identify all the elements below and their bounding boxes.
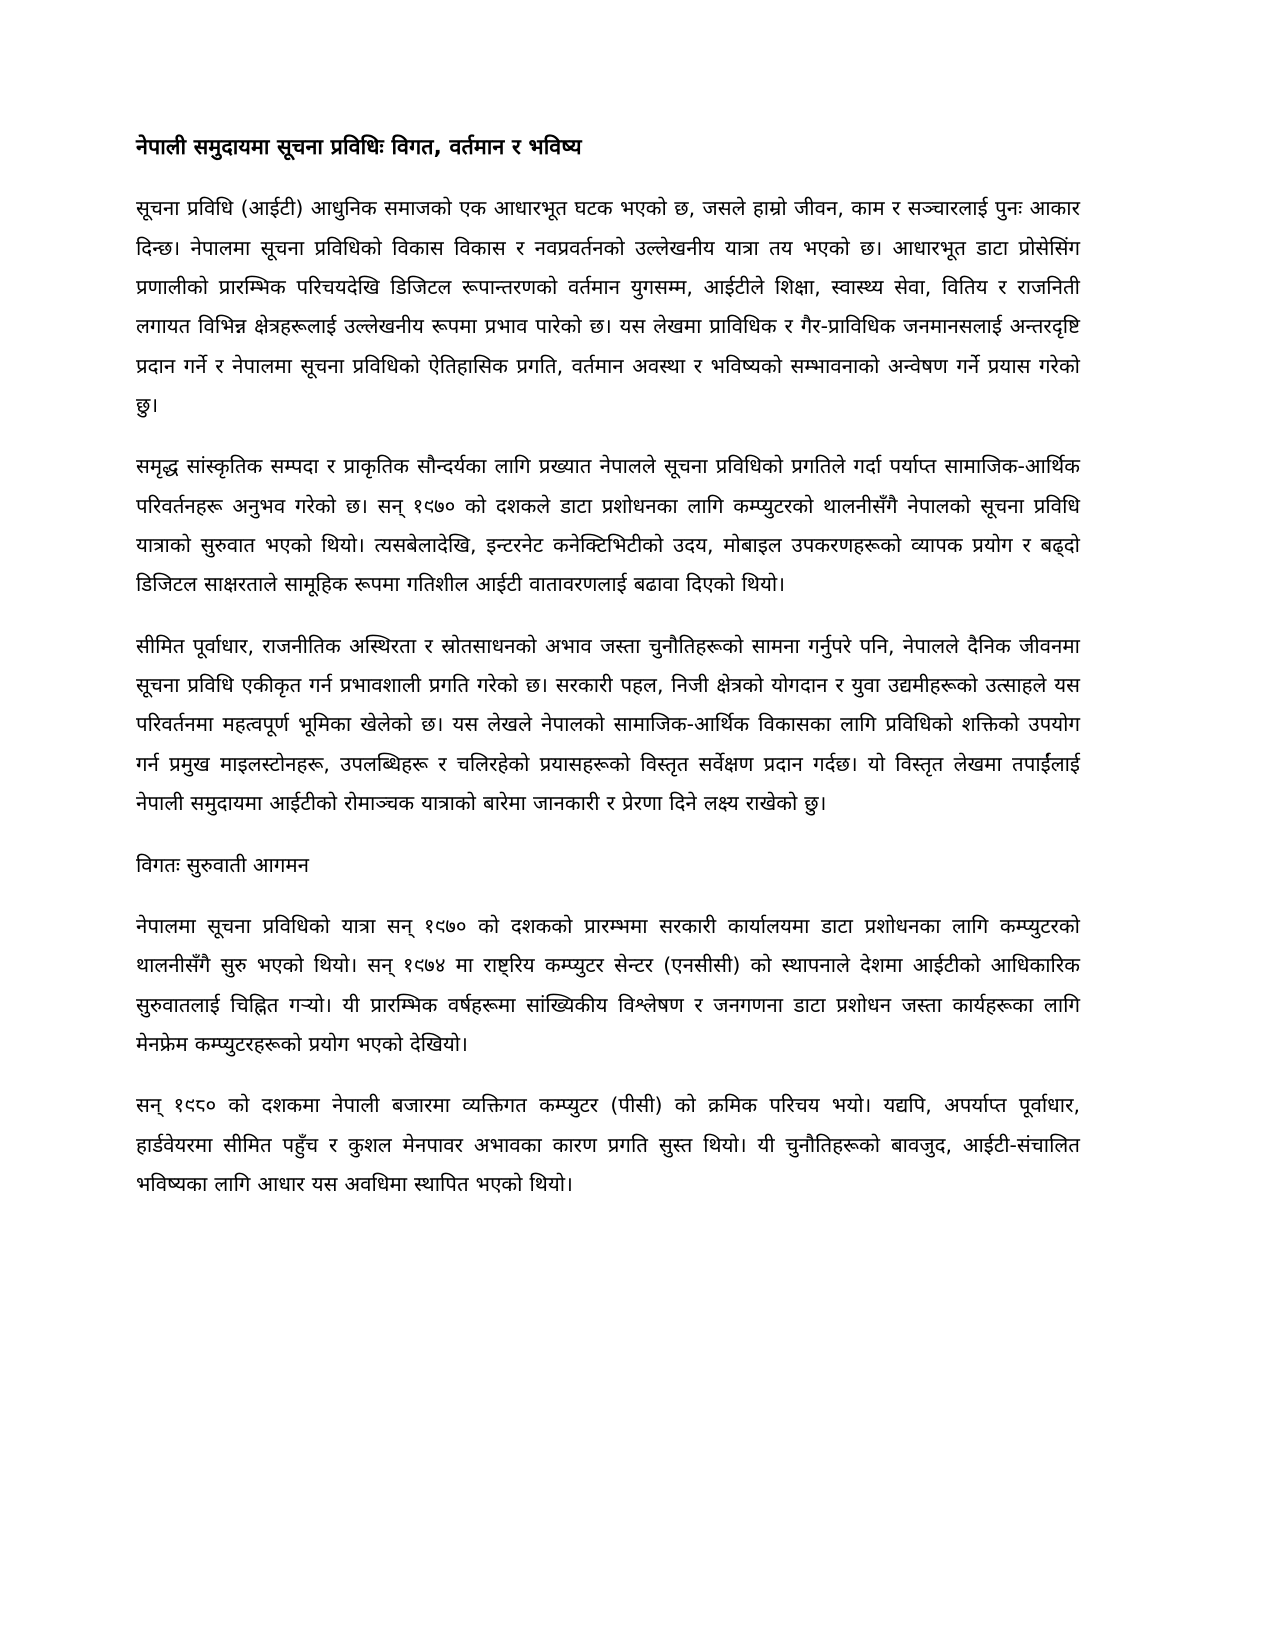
page-title: नेपाली समुदायमा सूचना प्रविधिः विगत, वर्तमान र भविष्य [136,135,582,160]
body-paragraph-5: सन् १९८० को दशकमा नेपाली बजारमा व्यक्तिगत कम्प्युटर (पीसी) को क्रमिक परिचय भयो। यद्यपि, अपर्याप्त पूर्वाधार, हार्डवेयरमा सीमित पहुँच र कुशल मेनपावर अभावका कारण प्रगति सुस्त थियो। यी चुनौतिहरूको बावजुद, आईटी-संचालित भविष्यका लागि आधार यस अवधिमा स्थापित भएको थियो। [136,1093,1080,1197]
body-paragraph-1: सूचना प्रविधि (आईटी) आधुनिक समाजको एक आधारभूत घटक भएको छ, जसले हाम्रो जीवन, काम र सञ्चारलाई पुनः आकार दिन्छ। नेपालमा सूचना प्रविधिको विकास विकास र नवप्रवर्तनको उल्लेखनीय यात्रा तय भएको छ। आधारभूत डाटा प्रोसेसिंग प्रणालीको प्रारम्भिक परिचयदेखि डिजिटल रूपान्तरणको वर्तमान युगसम्म, आईटीले शिक्षा, स्वास्थ्य सेवा, वितिय र राजनिती लगायत विभिन्न क्षेत्रहरूलाई उल्लेखनीय रूपमा प्रभाव पारेको छ। यस लेखमा प्राविधिक र गैर-प्राविधिक जनमानसलाई अन्तरदृष्टि प्रदान गर्ने र नेपालमा सूचना प्रविधिको ऐतिहासिक प्रगति, वर्तमान अवस्था र भविष्यको सम्भावनाको अन्वेषण गर्ने प्रयास गरेको छु। [136,196,1080,417]
section-subheading-past-arrival: विगतः सुरुवाती आगमन [136,852,310,877]
body-paragraph-2: समृद्ध सांस्कृतिक सम्पदा र प्राकृतिक सौन्दर्यका लागि प्रख्यात नेपालले सूचना प्रविधिको प्रगतिले गर्दा पर्याप्त सामाजिक-आर्थिक परिवर्तनहरू अनुभव गरेको छ। सन् १९७० को दशकले डाटा प्रशोधनका लागि कम्प्युटरको थालनीसँगै नेपालको सूचना प्रविधि यात्राको सुरुवात भएको थियो। त्यसबेलादेखि, इन्टरनेट कनेक्टिभिटीको उदय, मोबाइल उपकरणहरूको व्यापक प्रयोग र बढ्दो डिजिटल साक्षरताले सामूहिक रूपमा गतिशील आईटी वातावरणलाई बढावा दिएको थियो। [136,454,1080,597]
document-content [136,132,1080,1204]
body-paragraph-3: सीमित पूर्वाधार, राजनीतिक अस्थिरता र स्रोतसाधनको अभाव जस्ता चुनौतिहरूको सामना गर्नुपरे पनि, नेपालले दैनिक जीवनमा सूचना प्रविधि एकीकृत गर्न प्रभावशाली प्रगति गरेको छ। सरकारी पहल, निजी क्षेत्रको योगदान र युवा उद्यमीहरूको उत्साहले यस परिवर्तनमा महत्वपूर्ण भूमिका खेलेको छ। यस लेखले नेपालको सामाजिक-आर्थिक विकासका लागि प्रविधिको शक्तिको उपयोग गर्न प्रमुख माइलस्टोनहरू, उपलब्धिहरू र चलिरहेको प्रयासहरूको विस्तृत सर्वेक्षण प्रदान गर्दछ। यो विस्तृत लेखमा तपाईंलाई नेपाली समुदायमा आईटीको रोमाञ्चक यात्राको बारेमा जानकारी र प्रेरणा दिने लक्ष्य राखेको छु। [136,633,1080,816]
body-paragraph-4: नेपालमा सूचना प्रविधिको यात्रा सन् १९७० को दशकको प्रारम्भमा सरकारी कार्यालयमा डाटा प्रशोधनका लागि कम्प्युटरको थालनीसँगै सुरु भएको थियो। सन् १९७४ मा राष्ट्रिय कम्प्युटर सेन्टर (एनसीसी) को स्थापनाले देशमा आईटीको आधिकारिक सुरुवातलाई चिह्नित गर्‍यो। यी प्रारम्भिक वर्षहरूमा सांख्यिकीय विश्लेषण र जनगणना डाटा प्रशोधन जस्ता कार्यहरूका लागि मेनफ्रेम कम्प्युटरहरूको प्रयोग भएको देखियो। [136,913,1080,1056]
